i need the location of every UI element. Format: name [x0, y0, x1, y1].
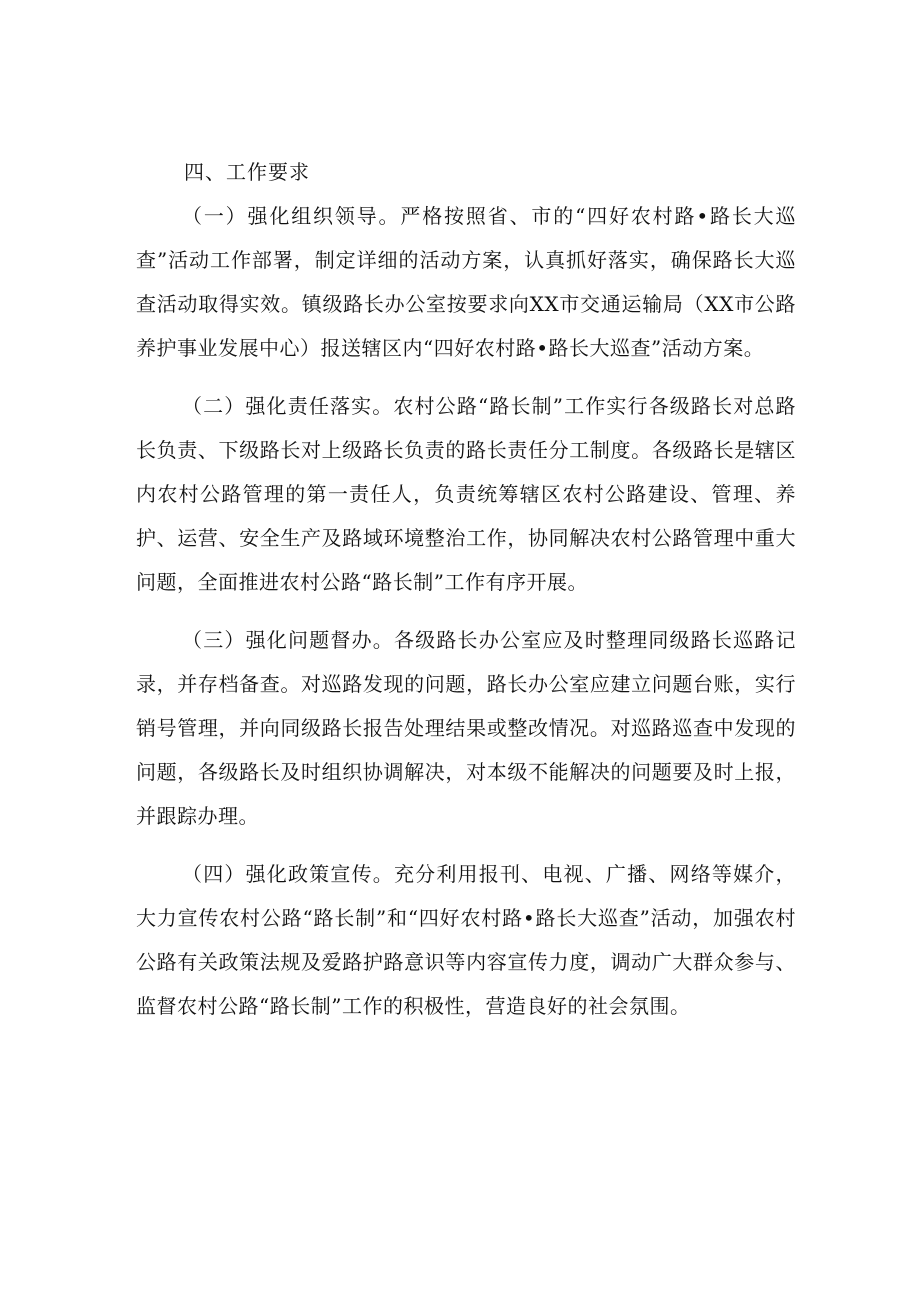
paragraph-responsibility: （二）强化责任落实。农村公路“路长制”工作实行各级路长对总路长负责、下级路长对上级路长负责的路长责任分工制度。各级路长是辖区内农村公路管理的第一责任人，负责统筹辖区农村公路建设、管理、养护、运营、安全生产及路域环境整治工作，协同解决农村公路管理中重大问题，全面推进农村公路“路长制”工作有序开展。 — [136, 394, 796, 594]
paragraph-organization: （一）强化组织领导。严格按照省、市的“四好农村路•路长大巡查”活动工作部署，制定详细的活动方案，认真抓好落实，确保路长大巡查活动取得实效。镇级路长办公室按要求向XX市交通运输局（XX市公路养护事业发展中心）报送辖区内“四好农村路•路长大巡查”活动方案。 — [136, 204, 796, 360]
paragraph-publicity: （四）强化政策宣传。充分利用报刊、电视、广播、网络等媒介，大力宣传农村公路“路长制”和“四好农村路•路长大巡查”活动，加强农村公路有关政策法规及爱路护路意识等内容宣传力度，调动广大群众参与、监督农村公路“路长制”工作的积极性，营造良好的社会氛围。 — [136, 862, 796, 1018]
paragraph-supervision: （三）强化问题督办。各级路长办公室应及时整理同级路长巡路记录，并存档备查。对巡路发现的问题，路长办公室应建立问题台账，实行销号管理，并向同级路长报告处理结果或整改情况。对巡路巡查中发现的问题，各级路长及时组织协调解决，对本级不能解决的问题要及时上报，并跟踪办理。 — [136, 628, 796, 828]
document-body — [136, 150, 796, 1042]
section-heading: 四、工作要求 — [184, 160, 310, 184]
